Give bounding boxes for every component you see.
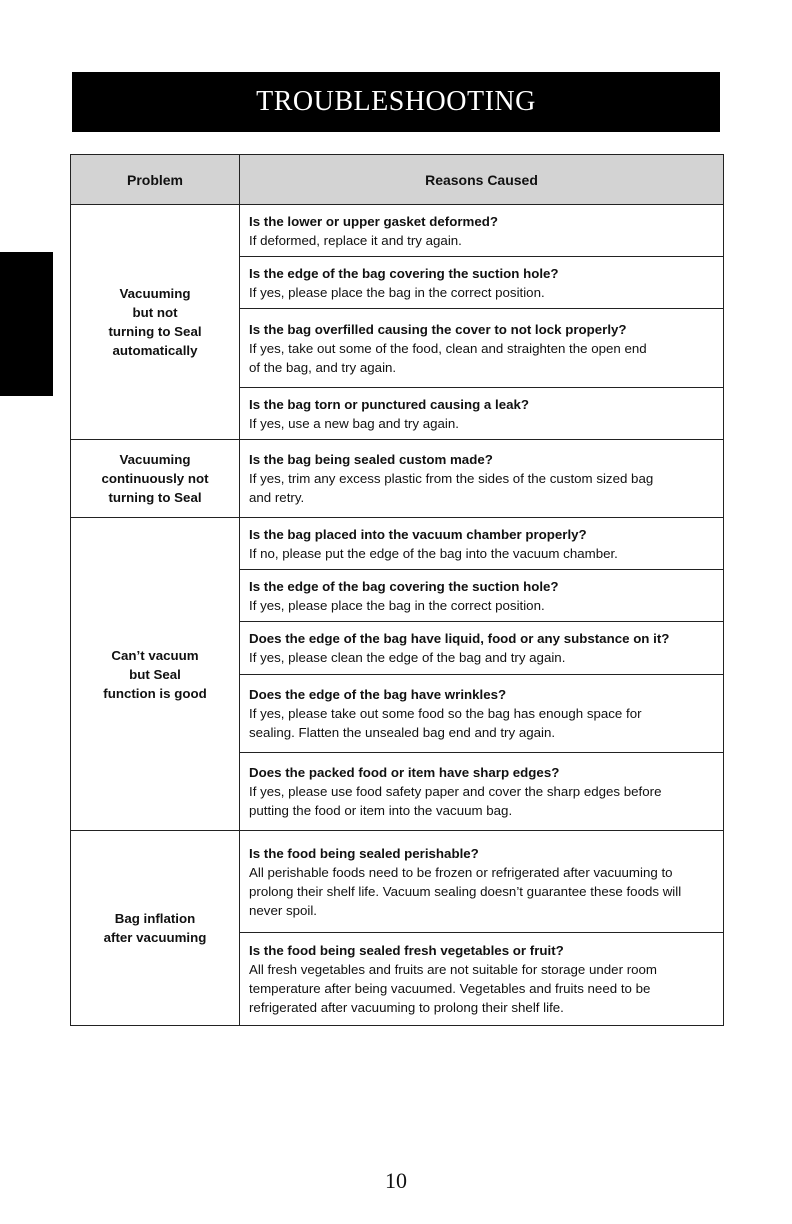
problem-text-line: continuously not: [101, 471, 209, 486]
reason-cell: [240, 622, 724, 675]
reason-cell: [240, 675, 724, 753]
reason-question: Is the food being sealed fresh vegetables or fruit?: [249, 943, 564, 958]
reason-question: Does the edge of the bag have liquid, food or any substance on it?: [249, 631, 670, 646]
reason-answer-line: If yes, trim any excess plastic from the sides of the custom sized bag: [249, 471, 654, 486]
reason-question: Does the edge of the bag have wrinkles?: [249, 687, 507, 702]
reason-answer-line: prolong their shelf life. Vacuum sealing doesn’t guarantee these foods will: [249, 883, 682, 899]
table-row: [71, 831, 724, 933]
reason-question: Does the packed food or item have sharp edges?: [249, 765, 560, 780]
reason-answer-line: If yes, please place the bag in the correct position.: [249, 597, 545, 613]
problem-text-line: after vacuuming: [103, 930, 207, 945]
reason-question: Is the bag overfilled causing the cover to not lock properly?: [249, 321, 627, 337]
troubleshooting-table: [70, 154, 724, 1026]
problem-text-line: Bag inflation: [114, 911, 196, 926]
problem-text-line: turning to Seal: [108, 490, 202, 505]
table-header-row: [71, 155, 724, 205]
reason-question: Is the lower or upper gasket deformed?: [249, 213, 498, 229]
reason-answer-line: putting the food or item into the vacuum bag.: [249, 803, 513, 818]
reason-cell: [240, 205, 724, 257]
problem-text-line: turning to Seal: [108, 324, 202, 339]
reason-cell: [240, 753, 724, 831]
reason-cell: [240, 831, 724, 933]
reason-answer-line: If yes, use a new bag and try again.: [249, 415, 459, 431]
reason-question: Is the edge of the bag covering the suction hole?: [249, 578, 559, 594]
reason-cell: [240, 933, 724, 1026]
reason-answer-line: of the bag, and try again.: [249, 359, 397, 375]
reason-cell: [240, 570, 724, 622]
column-header-reasons: Reasons Caused: [240, 155, 724, 205]
reason-answer-line: and retry.: [249, 490, 305, 505]
problem-cell: [71, 205, 240, 440]
reason-cell: [240, 518, 724, 570]
table-row: [71, 205, 724, 257]
reason-cell: [240, 309, 724, 388]
table-body: [71, 205, 724, 1026]
reason-answer-line: If yes, please use food safety paper and cover the sharp edges before: [249, 784, 662, 799]
problem-text-line: Vacuuming: [119, 286, 191, 301]
reason-answer-line: refrigerated after vacuuming to prolong their shelf life.: [249, 1000, 564, 1015]
reason-question: Is the food being sealed perishable?: [249, 845, 479, 861]
reason-answer-line: All perishable foods need to be frozen or refrigerated after vacuuming to: [249, 864, 673, 880]
page-title: TROUBLESHOOTING: [72, 72, 720, 132]
reason-answer-line: If yes, please take out some food so the bag has enough space for: [249, 706, 642, 721]
table-row: [71, 518, 724, 570]
problem-text-line: Vacuuming: [119, 452, 191, 467]
side-section-tab: [0, 252, 53, 396]
reason-answer-line: If yes, please clean the edge of the bag and try again.: [249, 650, 566, 665]
reason-answer-line: All fresh vegetables and fruits are not suitable for storage under room: [249, 962, 657, 977]
problem-text-line: Can’t vacuum: [111, 647, 199, 663]
column-header-problem: Problem: [71, 155, 240, 205]
reason-answer-line: never spoil.: [249, 902, 317, 918]
reason-question: Is the bag placed into the vacuum chamber properly?: [249, 526, 587, 542]
reason-answer-line: If yes, take out some of the food, clean and straighten the open end: [249, 340, 647, 356]
reason-answer-line: sealing. Flatten the unsealed bag end and try again.: [249, 725, 556, 740]
reason-question: Is the edge of the bag covering the suction hole?: [249, 265, 559, 281]
reason-answer-line: If yes, please place the bag in the correct position.: [249, 284, 545, 300]
reason-answer-line: temperature after being vacuumed. Vegetables and fruits need to be: [249, 981, 651, 996]
page-number: 10: [385, 1168, 407, 1193]
reason-cell: [240, 257, 724, 309]
problem-cell: [71, 831, 240, 1026]
reason-answer-line: If deformed, replace it and try again.: [249, 232, 462, 248]
reason-cell: [240, 440, 724, 518]
reason-question: Is the bag being sealed custom made?: [249, 452, 493, 467]
problem-cell: [71, 518, 240, 831]
reason-cell: [240, 388, 724, 440]
problem-text-line: but Seal: [129, 666, 181, 682]
reason-answer-line: If no, please put the edge of the bag into the vacuum chamber.: [249, 545, 618, 561]
problem-text-line: function is good: [103, 685, 207, 701]
reason-question: Is the bag torn or punctured causing a leak?: [249, 396, 530, 412]
problem-text-line: but not: [132, 305, 178, 320]
table-row: [71, 440, 724, 518]
problem-cell: [71, 440, 240, 518]
problem-text-line: automatically: [112, 343, 198, 358]
